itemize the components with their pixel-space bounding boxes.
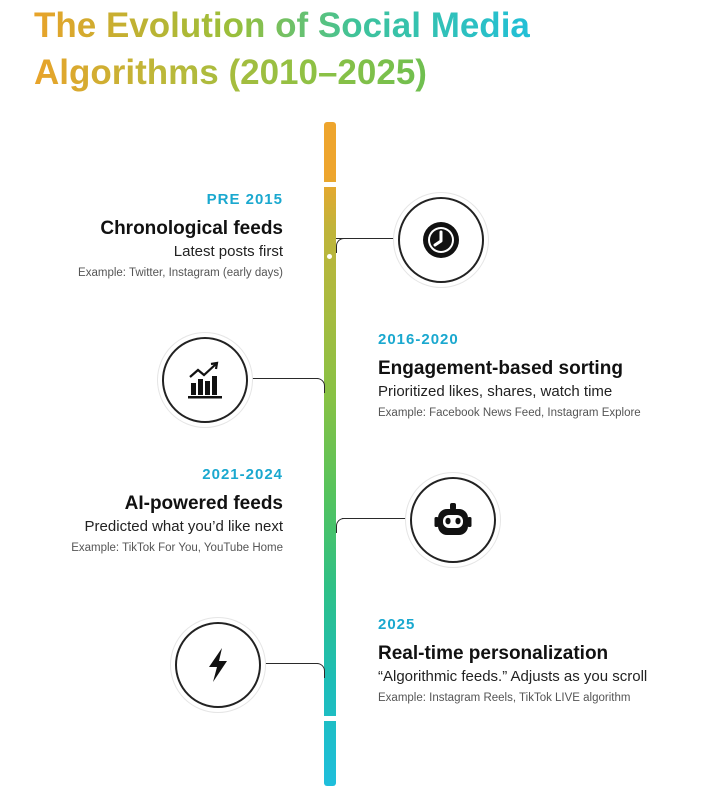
- milestone-3: [20, 466, 283, 554]
- timeline-dot: [327, 254, 332, 259]
- lightning-icon: [198, 645, 238, 685]
- timeline-bar: [324, 122, 336, 786]
- milestone-period: 2025: [378, 616, 416, 633]
- milestone-example: Example: Instagram Reels, TikTok LIVE algorithm: [378, 692, 631, 704]
- connector-curve: [314, 663, 325, 678]
- timeline-gap: [318, 716, 342, 721]
- milestone-description: Latest posts first: [173, 243, 283, 260]
- milestone-1: [20, 191, 283, 279]
- milestone-period: PRE 2015: [206, 191, 283, 208]
- robot-icon-circle: [410, 477, 496, 563]
- milestone-description: Predicted what you’d like next: [84, 518, 283, 535]
- bar-chart-icon-circle: [162, 337, 248, 423]
- milestone-4: [378, 616, 698, 704]
- title-line-1: The Evolution of Social Media: [34, 6, 530, 45]
- milestone-2: [378, 331, 698, 419]
- page-title: [34, 2, 694, 96]
- milestone-example: Example: TikTok For You, YouTube Home: [71, 542, 283, 554]
- timeline-gap: [318, 182, 342, 187]
- connector-line: [342, 518, 410, 519]
- connector-curve: [314, 378, 325, 393]
- connector-curve: [336, 238, 345, 253]
- milestone-example: Example: Facebook News Feed, Instagram Explore: [378, 407, 641, 419]
- milestone-example: Example: Twitter, Instagram (early days): [78, 267, 283, 279]
- lightning-icon-circle: [175, 622, 261, 708]
- milestone-heading: Chronological feeds: [100, 218, 283, 239]
- milestone-heading: Engagement-based sorting: [378, 358, 623, 379]
- milestone-description: Prioritized likes, shares, watch time: [378, 383, 613, 400]
- connector-curve: [336, 518, 347, 533]
- connector-line: [250, 378, 318, 379]
- connector-line: [336, 238, 398, 239]
- milestone-description: “Algorithmic feeds.” Adjusts as you scroll: [378, 668, 648, 685]
- milestone-heading: Real-time personalization: [378, 643, 609, 664]
- bar-chart-icon: [184, 359, 226, 401]
- clock-icon-circle: [398, 197, 484, 283]
- connector-line: [262, 663, 318, 664]
- clock-icon: [421, 220, 461, 260]
- milestone-period: 2016-2020: [378, 331, 459, 348]
- milestone-period: 2021-2024: [202, 466, 283, 483]
- milestone-heading: AI-powered feeds: [124, 493, 283, 514]
- title-line-2: Algorithms (2010–2025): [34, 53, 427, 92]
- robot-icon: [433, 500, 473, 540]
